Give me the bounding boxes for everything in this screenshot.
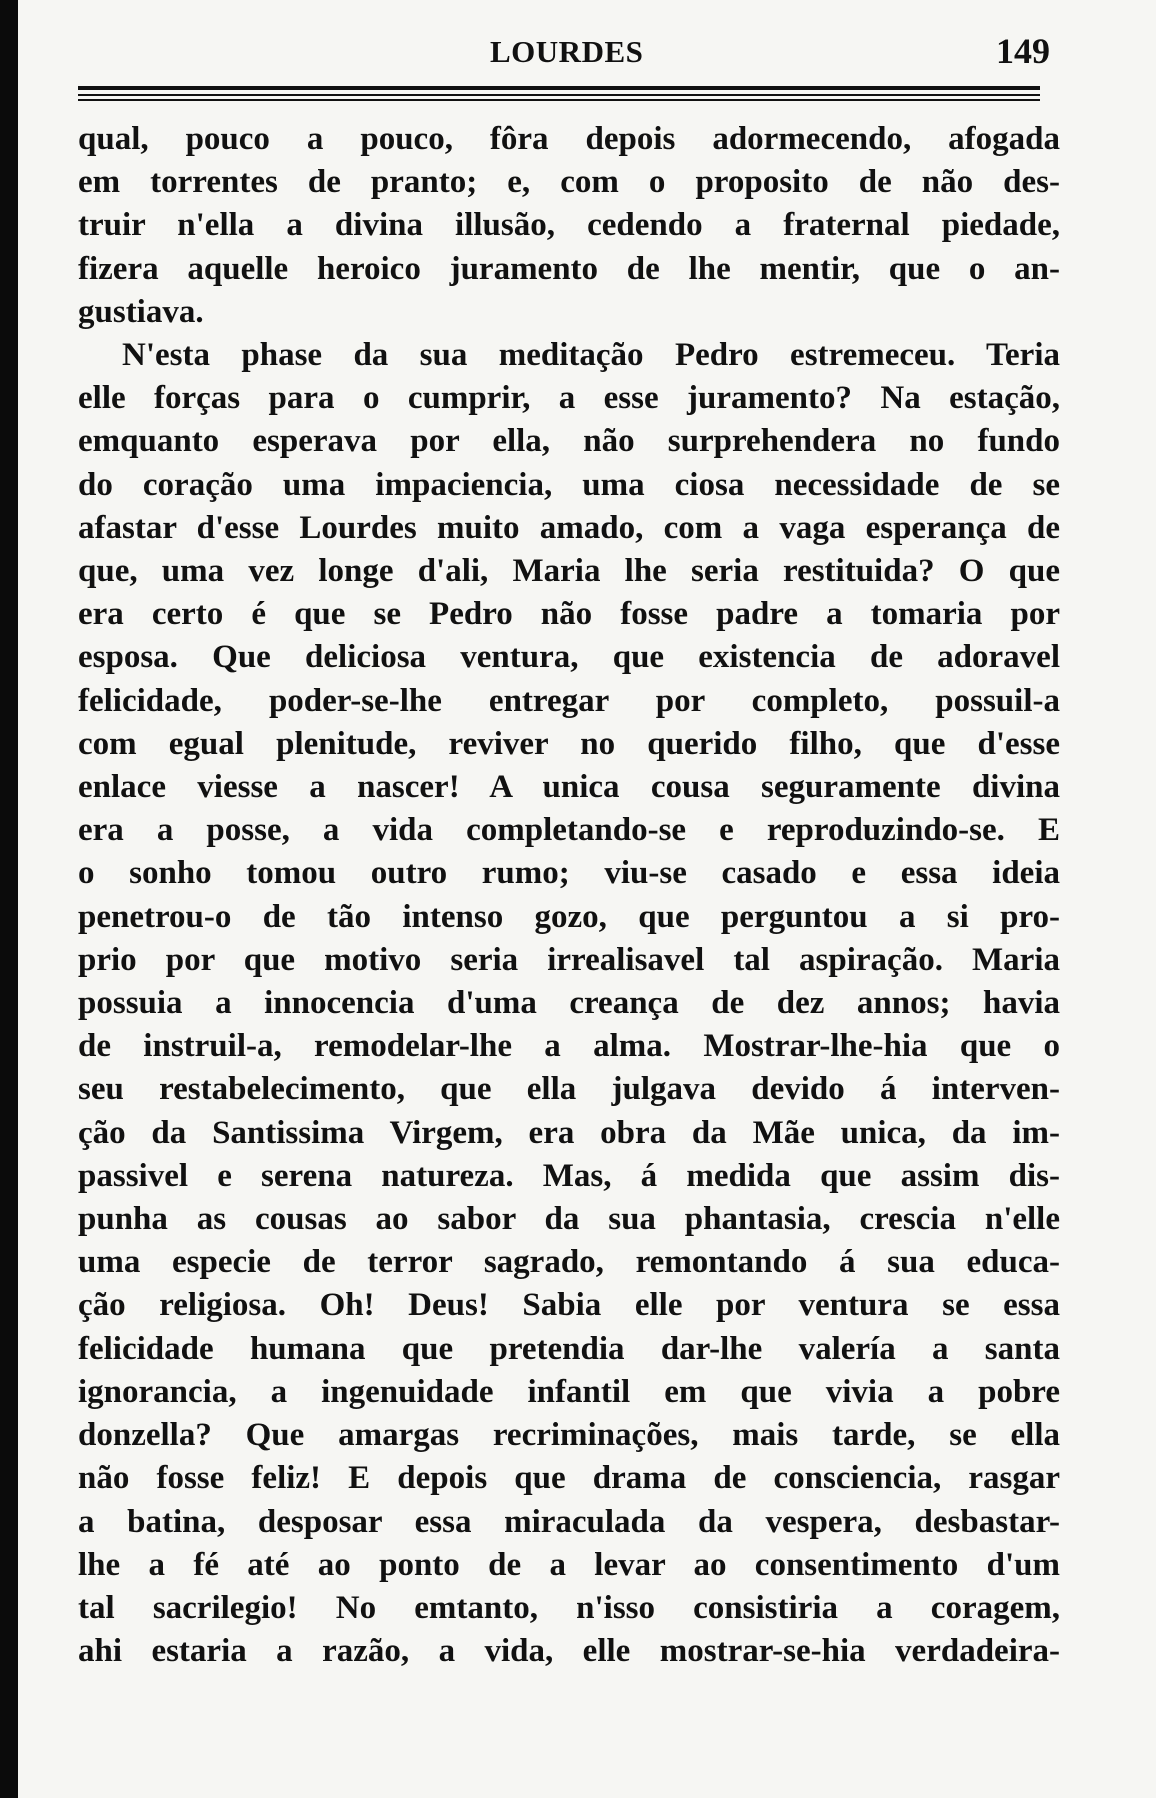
text-line: de instruil-a, remodelar-lhe a alma. Mostrar-lhe-hia que o: [78, 1028, 1060, 1065]
header-rule-thick: [78, 86, 1040, 90]
text-line: tal sacrilegio! No emtanto, n'isso consistiria a coragem,: [78, 1589, 1060, 1626]
text-line: seu restabelecimento, que ella julgava devido á interven-: [78, 1071, 1060, 1108]
text-line: emquanto esperava por ella, não surprehendera no fundo: [78, 423, 1060, 460]
text-line: punha as cousas ao sabor da sua phantasia, crescia n'elle: [78, 1201, 1060, 1238]
text-line: esposa. Que deliciosa ventura, que existencia de adoravel: [78, 639, 1060, 676]
text-line: possuia a innocencia d'uma creança de dez annos; havia: [78, 985, 1060, 1022]
text-line: passivel e serena natureza. Mas, á medida que assim dis-: [78, 1157, 1060, 1194]
text-line: que, uma vez longe d'ali, Maria lhe seria restituida? O que: [78, 553, 1060, 590]
paragraph-1: [78, 118, 1060, 334]
book-spine-shadow: [0, 0, 18, 1798]
text-line: o sonho tomou outro rumo; viu-se casado e essa ideia: [78, 855, 1060, 892]
text-line: era a posse, a vida completando-se e reproduzindo-se. E: [78, 812, 1060, 849]
text-line: prio por que motivo seria irrealisavel tal aspiração. Maria: [78, 941, 1060, 978]
text-line: fizera aquelle heroico juramento de lhe mentir, que o an-: [78, 250, 1060, 287]
text-line: donzella? Que amargas recriminações, mais tarde, se ella: [78, 1417, 1060, 1454]
text-line: gustiava.: [78, 293, 204, 330]
text-line: ignorancia, a ingenuidade infantil em que vivia a pobre: [78, 1373, 1060, 1410]
text-line: ção da Santissima Virgem, era obra da Mãe unica, da im-: [78, 1114, 1060, 1151]
header-rule-thin-1: [78, 94, 1040, 96]
header-rule-thin-2: [78, 99, 1040, 101]
text-line: qual, pouco a pouco, fôra depois adormecendo, afogada: [78, 121, 1060, 157]
text-line: com egual plenitude, reviver no querido filho, que d'esse: [78, 725, 1060, 762]
text-line: ção religiosa. Oh! Deus! Sabia elle por ventura se essa: [78, 1287, 1060, 1324]
text-line: do coração uma impaciencia, uma ciosa necessidade de se: [78, 466, 1060, 503]
page-header: [70, 30, 1050, 70]
text-line: enlace viesse a nascer! A unica cousa seguramente divina: [78, 769, 1060, 806]
paragraph-2: [78, 334, 1060, 1673]
text-line: felicidade, poder-se-lhe entregar por completo, possuil-a: [78, 682, 1060, 719]
text-line: era certo é que se Pedro não fosse padre a tomaria por: [78, 596, 1060, 633]
text-line: N'esta phase da sua meditação Pedro estremeceu. Teria: [122, 337, 1060, 374]
text-line: lhe a fé até ao ponto de a levar ao consentimento d'um: [78, 1546, 1060, 1583]
text-line: elle forças para o cumprir, a esse juramento? Na estação,: [78, 380, 1060, 417]
text-line: ahi estaria a razão, a vida, elle mostrar-se-hia verdadeira-: [78, 1633, 1060, 1670]
text-line: em torrentes de pranto; e, com o proposito de não des-: [78, 164, 1060, 201]
text-line: truir n'ella a divina illusão, cedendo a fraternal piedade,: [78, 207, 1060, 244]
text-line: não fosse feliz! E depois que drama de consciencia, rasgar: [78, 1460, 1060, 1497]
text-line: felicidade humana que pretendia dar-lhe valería a santa: [78, 1330, 1060, 1367]
text-line: afastar d'esse Lourdes muito amado, com a vaga esperança de: [78, 509, 1060, 546]
running-title: LOURDES: [490, 34, 644, 69]
text-line: a batina, desposar essa miraculada da vespera, desbastar-: [78, 1503, 1060, 1540]
text-line: uma especie de terror sagrado, remontando á sua educa-: [78, 1244, 1060, 1281]
page-number: 149: [996, 31, 1050, 71]
body-text: [78, 118, 1060, 1673]
text-line: penetrou-o de tão intenso gozo, que perguntou a si pro-: [78, 898, 1060, 935]
